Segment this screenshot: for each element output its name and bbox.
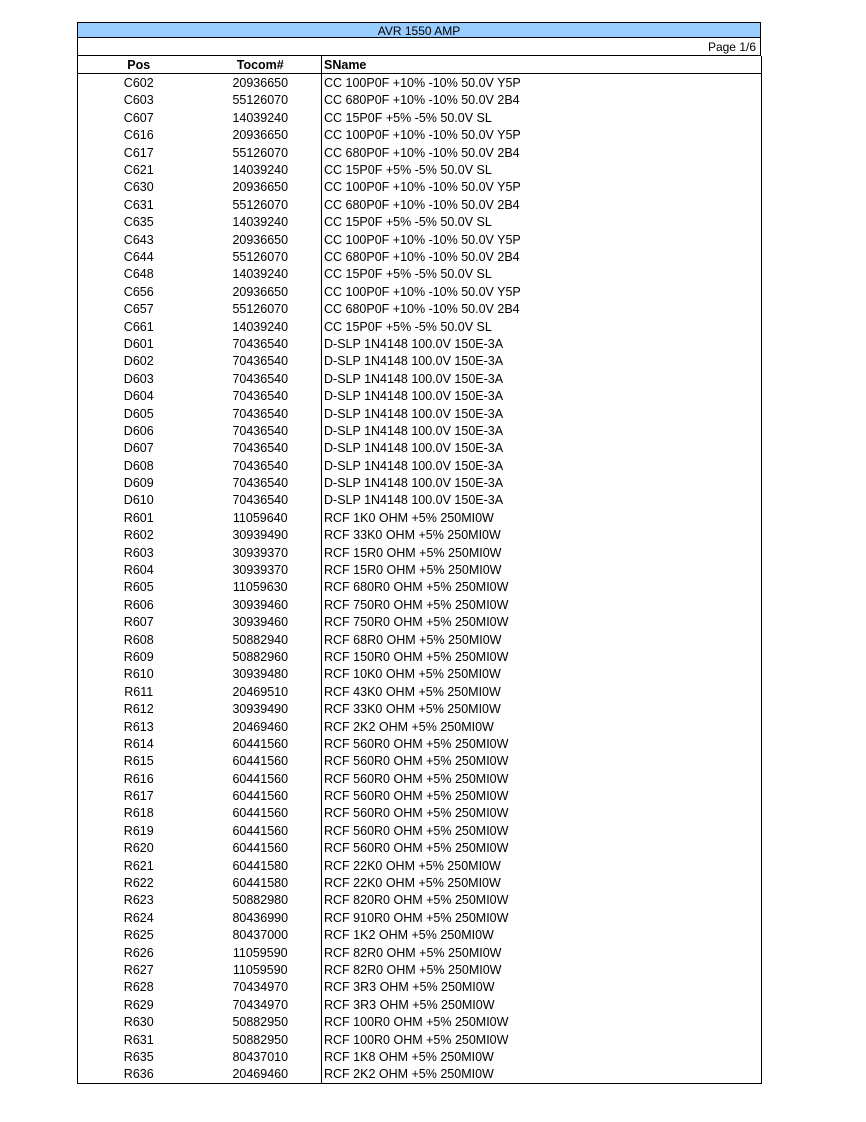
table-row <box>78 1031 762 1048</box>
table-row <box>78 648 762 665</box>
cell-sname: RCF 100R0 OHM +5% 250MI0W <box>322 1013 762 1030</box>
cell-tocom: 70436540 <box>232 371 289 386</box>
cell-pos: D602 <box>123 354 154 369</box>
cell-tocom: 20936650 <box>232 284 289 299</box>
cell-pos: C644 <box>123 249 154 264</box>
cell-tocom: 70436540 <box>232 493 289 508</box>
cell-sname: CC 680P0F +10% -10% 50.0V 2B4 <box>322 248 762 265</box>
cell-sname: RCF 1K8 OHM +5% 250MI0W <box>322 1048 762 1065</box>
cell-sname: RCF 750R0 OHM +5% 250MI0W <box>322 596 762 613</box>
cell-pos: R607 <box>123 615 154 630</box>
table-row <box>78 161 762 178</box>
cell-tocom: 30939460 <box>232 597 289 612</box>
cell-pos: R616 <box>123 771 154 786</box>
table-row <box>78 1066 762 1084</box>
cell-pos: R624 <box>123 910 154 925</box>
cell-pos: D608 <box>123 458 154 473</box>
cell-tocom: 70436540 <box>232 476 289 491</box>
cell-pos: R625 <box>123 928 154 943</box>
cell-pos: C661 <box>123 319 154 334</box>
cell-tocom: 30939490 <box>232 528 289 543</box>
table-row <box>78 387 762 404</box>
table-row <box>78 787 762 804</box>
table-row <box>78 214 762 231</box>
table-row <box>78 370 762 387</box>
document-title: AVR 1550 AMP <box>77 22 761 38</box>
cell-tocom: 14039240 <box>232 110 289 125</box>
cell-pos: R629 <box>123 997 154 1012</box>
cell-tocom: 70436540 <box>232 406 289 421</box>
cell-tocom: 20936650 <box>232 76 289 91</box>
cell-pos: R630 <box>123 1015 154 1030</box>
table-row <box>78 700 762 717</box>
cell-tocom: 80437010 <box>232 1049 289 1064</box>
cell-pos: C617 <box>123 145 154 160</box>
table-row <box>78 1048 762 1065</box>
cell-sname: CC 100P0F +10% -10% 50.0V Y5P <box>322 127 762 144</box>
cell-sname: RCF 100R0 OHM +5% 250MI0W <box>322 1031 762 1048</box>
table-row <box>78 840 762 857</box>
cell-tocom: 50882950 <box>232 1032 289 1047</box>
cell-pos: D604 <box>123 389 154 404</box>
cell-sname: RCF 560R0 OHM +5% 250MI0W <box>322 822 762 839</box>
cell-pos: C603 <box>123 93 154 108</box>
cell-sname: RCF 820R0 OHM +5% 250MI0W <box>322 892 762 909</box>
cell-sname: RCF 560R0 OHM +5% 250MI0W <box>322 840 762 857</box>
table-row <box>78 509 762 526</box>
cell-sname: RCF 15R0 OHM +5% 250MI0W <box>322 544 762 561</box>
table-row <box>78 318 762 335</box>
cell-tocom: 20936650 <box>232 180 289 195</box>
cell-sname: RCF 1K0 OHM +5% 250MI0W <box>322 509 762 526</box>
table-row <box>78 248 762 265</box>
cell-sname: CC 15P0F +5% -5% 50.0V SL <box>322 266 762 283</box>
cell-tocom: 80437000 <box>232 928 289 943</box>
cell-tocom: 55126070 <box>232 145 289 160</box>
table-row <box>78 283 762 300</box>
cell-tocom: 11059630 <box>232 580 288 595</box>
cell-tocom: 14039240 <box>232 319 289 334</box>
column-header-tocom: Tocom# <box>200 56 322 74</box>
cell-sname: D-SLP 1N4148 100.0V 150E-3A <box>322 387 762 404</box>
cell-tocom: 11059590 <box>232 963 288 977</box>
cell-tocom: 55126070 <box>232 302 289 317</box>
cell-pos: R627 <box>123 963 154 977</box>
cell-tocom: 70434970 <box>232 997 289 1012</box>
cell-tocom: 14039240 <box>232 163 289 178</box>
cell-tocom: 60441560 <box>232 841 289 856</box>
cell-pos: R618 <box>123 806 154 821</box>
cell-tocom: 55126070 <box>232 249 289 264</box>
cell-sname: CC 15P0F +5% -5% 50.0V SL <box>322 161 762 178</box>
table-row <box>78 422 762 439</box>
cell-sname: CC 15P0F +5% -5% 50.0V SL <box>322 214 762 231</box>
cell-tocom: 20469460 <box>232 719 289 734</box>
cell-pos: R606 <box>123 597 154 612</box>
table-row <box>78 440 762 457</box>
cell-pos: R619 <box>123 823 154 838</box>
cell-tocom: 30939370 <box>232 545 289 560</box>
cell-pos: D603 <box>123 371 154 386</box>
table-row <box>78 179 762 196</box>
table-row <box>78 770 762 787</box>
cell-tocom: 70436540 <box>232 458 289 473</box>
cell-pos: R615 <box>123 754 154 769</box>
cell-pos: R610 <box>123 667 154 682</box>
table-row <box>78 527 762 544</box>
cell-sname: RCF 560R0 OHM +5% 250MI0W <box>322 735 762 752</box>
cell-pos: R612 <box>123 702 154 717</box>
cell-sname: D-SLP 1N4148 100.0V 150E-3A <box>322 440 762 457</box>
cell-sname: D-SLP 1N4148 100.0V 150E-3A <box>322 422 762 439</box>
cell-tocom: 60441560 <box>232 789 289 804</box>
cell-tocom: 60441580 <box>232 858 289 873</box>
table-row <box>78 614 762 631</box>
cell-pos: R608 <box>123 632 154 647</box>
cell-pos: C657 <box>123 302 154 317</box>
cell-tocom: 14039240 <box>232 267 289 282</box>
table-row <box>78 979 762 996</box>
table-row <box>78 74 762 92</box>
table-row <box>78 196 762 213</box>
cell-sname: RCF 15R0 OHM +5% 250MI0W <box>322 561 762 578</box>
cell-pos: C631 <box>123 197 154 212</box>
table-row <box>78 109 762 126</box>
cell-sname: RCF 22K0 OHM +5% 250MI0W <box>322 874 762 891</box>
table-row <box>78 909 762 926</box>
table-row <box>78 927 762 944</box>
table-row <box>78 492 762 509</box>
cell-pos: R613 <box>123 719 154 734</box>
cell-tocom: 55126070 <box>232 93 289 108</box>
cell-sname: CC 680P0F +10% -10% 50.0V 2B4 <box>322 92 762 109</box>
cell-sname: RCF 150R0 OHM +5% 250MI0W <box>322 648 762 665</box>
cell-tocom: 70436540 <box>232 389 289 404</box>
table-row <box>78 579 762 596</box>
cell-tocom: 60441580 <box>232 876 289 891</box>
cell-pos: R636 <box>123 1067 154 1082</box>
table-row <box>78 666 762 683</box>
table-row <box>78 544 762 561</box>
table-row <box>78 822 762 839</box>
cell-sname: D-SLP 1N4148 100.0V 150E-3A <box>322 405 762 422</box>
table-row <box>78 596 762 613</box>
cell-sname: RCF 3R3 OHM +5% 250MI0W <box>322 996 762 1013</box>
table-row <box>78 631 762 648</box>
cell-pos: D606 <box>123 423 154 438</box>
table-header-row <box>78 56 762 74</box>
cell-pos: R620 <box>123 841 154 856</box>
cell-tocom: 20936650 <box>232 128 289 143</box>
cell-pos: R626 <box>123 945 154 960</box>
cell-pos: R617 <box>123 789 154 804</box>
table-row <box>78 718 762 735</box>
cell-sname: RCF 22K0 OHM +5% 250MI0W <box>322 857 762 874</box>
cell-sname: RCF 560R0 OHM +5% 250MI0W <box>322 787 762 804</box>
table-row <box>78 335 762 352</box>
cell-sname: RCF 750R0 OHM +5% 250MI0W <box>322 614 762 631</box>
cell-tocom: 20936650 <box>232 232 289 247</box>
cell-sname: D-SLP 1N4148 100.0V 150E-3A <box>322 335 762 352</box>
cell-sname: CC 680P0F +10% -10% 50.0V 2B4 <box>322 144 762 161</box>
cell-pos: R622 <box>123 876 154 891</box>
cell-tocom: 20469510 <box>232 684 289 699</box>
cell-pos: R601 <box>123 510 154 525</box>
cell-sname: CC 100P0F +10% -10% 50.0V Y5P <box>322 283 762 300</box>
parts-table <box>77 56 762 1084</box>
cell-pos: D609 <box>123 476 154 491</box>
cell-pos: C630 <box>123 180 154 195</box>
cell-pos: R623 <box>123 893 154 908</box>
cell-sname: CC 100P0F +10% -10% 50.0V Y5P <box>322 179 762 196</box>
cell-tocom: 30939370 <box>232 563 289 578</box>
cell-sname: RCF 1K2 OHM +5% 250MI0W <box>322 927 762 944</box>
table-row <box>78 144 762 161</box>
column-header-pos: Pos <box>78 56 200 74</box>
cell-pos: D610 <box>123 493 154 508</box>
cell-sname: RCF 82R0 OHM +5% 250MI0W <box>322 961 762 978</box>
cell-sname: CC 680P0F +10% -10% 50.0V 2B4 <box>322 300 762 317</box>
cell-sname: RCF 82R0 OHM +5% 250MI0W <box>322 944 762 961</box>
cell-tocom: 14039240 <box>232 215 289 230</box>
cell-tocom: 55126070 <box>232 197 289 212</box>
table-row <box>78 561 762 578</box>
cell-sname: RCF 43K0 OHM +5% 250MI0W <box>322 683 762 700</box>
cell-sname: CC 100P0F +10% -10% 50.0V Y5P <box>322 74 762 92</box>
cell-pos: D607 <box>123 441 154 456</box>
cell-tocom: 50882940 <box>232 632 289 647</box>
cell-sname: RCF 2K2 OHM +5% 250MI0W <box>322 718 762 735</box>
cell-tocom: 70434970 <box>232 980 289 995</box>
cell-tocom: 70436540 <box>232 441 289 456</box>
cell-tocom: 30939480 <box>232 667 289 682</box>
table-row <box>78 127 762 144</box>
cell-pos: C607 <box>123 110 154 125</box>
table-row <box>78 300 762 317</box>
cell-tocom: 60441560 <box>232 771 289 786</box>
cell-pos: R609 <box>123 649 154 664</box>
cell-pos: D601 <box>123 336 154 351</box>
cell-tocom: 70436540 <box>232 354 289 369</box>
table-row <box>78 996 762 1013</box>
cell-tocom: 50882950 <box>232 1015 289 1030</box>
cell-pos: C616 <box>123 128 154 143</box>
table-row <box>78 961 762 978</box>
column-header-sname: SName <box>322 56 762 74</box>
cell-sname: RCF 3R3 OHM +5% 250MI0W <box>322 979 762 996</box>
table-row <box>78 353 762 370</box>
table-row <box>78 805 762 822</box>
table-row <box>78 892 762 909</box>
cell-pos: C656 <box>123 284 154 299</box>
cell-pos: R604 <box>123 563 154 578</box>
cell-sname: RCF 33K0 OHM +5% 250MI0W <box>322 527 762 544</box>
table-row <box>78 944 762 961</box>
cell-pos: R602 <box>123 528 154 543</box>
cell-tocom: 11059640 <box>232 510 288 525</box>
cell-tocom: 60441560 <box>232 736 289 751</box>
cell-sname: RCF 2K2 OHM +5% 250MI0W <box>322 1066 762 1084</box>
cell-pos: C602 <box>123 76 154 91</box>
parts-list-sheet <box>77 22 761 1084</box>
cell-pos: D605 <box>123 406 154 421</box>
table-row <box>78 735 762 752</box>
table-row <box>78 405 762 422</box>
table-row <box>78 753 762 770</box>
cell-pos: R631 <box>123 1032 154 1047</box>
cell-sname: D-SLP 1N4148 100.0V 150E-3A <box>322 370 762 387</box>
cell-sname: RCF 33K0 OHM +5% 250MI0W <box>322 700 762 717</box>
table-row <box>78 231 762 248</box>
table-body <box>78 74 762 1084</box>
cell-tocom: 20469460 <box>232 1067 289 1082</box>
cell-sname: RCF 10K0 OHM +5% 250MI0W <box>322 666 762 683</box>
table-row <box>78 266 762 283</box>
cell-pos: R621 <box>123 858 154 873</box>
page-number: Page 1/6 <box>77 38 761 56</box>
cell-pos: C621 <box>123 163 154 178</box>
cell-pos: C635 <box>123 215 154 230</box>
table-row <box>78 474 762 491</box>
table-row <box>78 92 762 109</box>
cell-sname: RCF 560R0 OHM +5% 250MI0W <box>322 805 762 822</box>
cell-sname: CC 680P0F +10% -10% 50.0V 2B4 <box>322 196 762 213</box>
cell-sname: RCF 680R0 OHM +5% 250MI0W <box>322 579 762 596</box>
cell-tocom: 70436540 <box>232 336 289 351</box>
cell-sname: D-SLP 1N4148 100.0V 150E-3A <box>322 457 762 474</box>
table-row <box>78 457 762 474</box>
cell-sname: CC 100P0F +10% -10% 50.0V Y5P <box>322 231 762 248</box>
cell-tocom: 80436990 <box>232 910 289 925</box>
cell-sname: CC 15P0F +5% -5% 50.0V SL <box>322 318 762 335</box>
cell-sname: D-SLP 1N4148 100.0V 150E-3A <box>322 492 762 509</box>
cell-pos: R611 <box>124 684 154 699</box>
cell-tocom: 30939490 <box>232 702 289 717</box>
cell-sname: RCF 910R0 OHM +5% 250MI0W <box>322 909 762 926</box>
table-row <box>78 1013 762 1030</box>
table-row <box>78 874 762 891</box>
cell-tocom: 11059590 <box>232 945 288 960</box>
cell-tocom: 60441560 <box>232 806 289 821</box>
cell-pos: R603 <box>123 545 154 560</box>
cell-pos: C648 <box>123 267 154 282</box>
cell-pos: C643 <box>123 232 154 247</box>
cell-tocom: 70436540 <box>232 423 289 438</box>
cell-pos: R614 <box>123 736 154 751</box>
cell-sname: RCF 560R0 OHM +5% 250MI0W <box>322 753 762 770</box>
cell-pos: R628 <box>123 980 154 995</box>
cell-sname: RCF 68R0 OHM +5% 250MI0W <box>322 631 762 648</box>
cell-tocom: 50882960 <box>232 649 289 664</box>
cell-tocom: 60441560 <box>232 823 289 838</box>
table-row <box>78 857 762 874</box>
cell-sname: CC 15P0F +5% -5% 50.0V SL <box>322 109 762 126</box>
cell-pos: R605 <box>123 580 154 595</box>
table-row <box>78 683 762 700</box>
cell-sname: D-SLP 1N4148 100.0V 150E-3A <box>322 474 762 491</box>
cell-tocom: 50882980 <box>232 893 289 908</box>
cell-tocom: 30939460 <box>232 615 289 630</box>
cell-tocom: 60441560 <box>232 754 289 769</box>
cell-pos: R635 <box>123 1049 154 1064</box>
cell-sname: RCF 560R0 OHM +5% 250MI0W <box>322 770 762 787</box>
cell-sname: D-SLP 1N4148 100.0V 150E-3A <box>322 353 762 370</box>
